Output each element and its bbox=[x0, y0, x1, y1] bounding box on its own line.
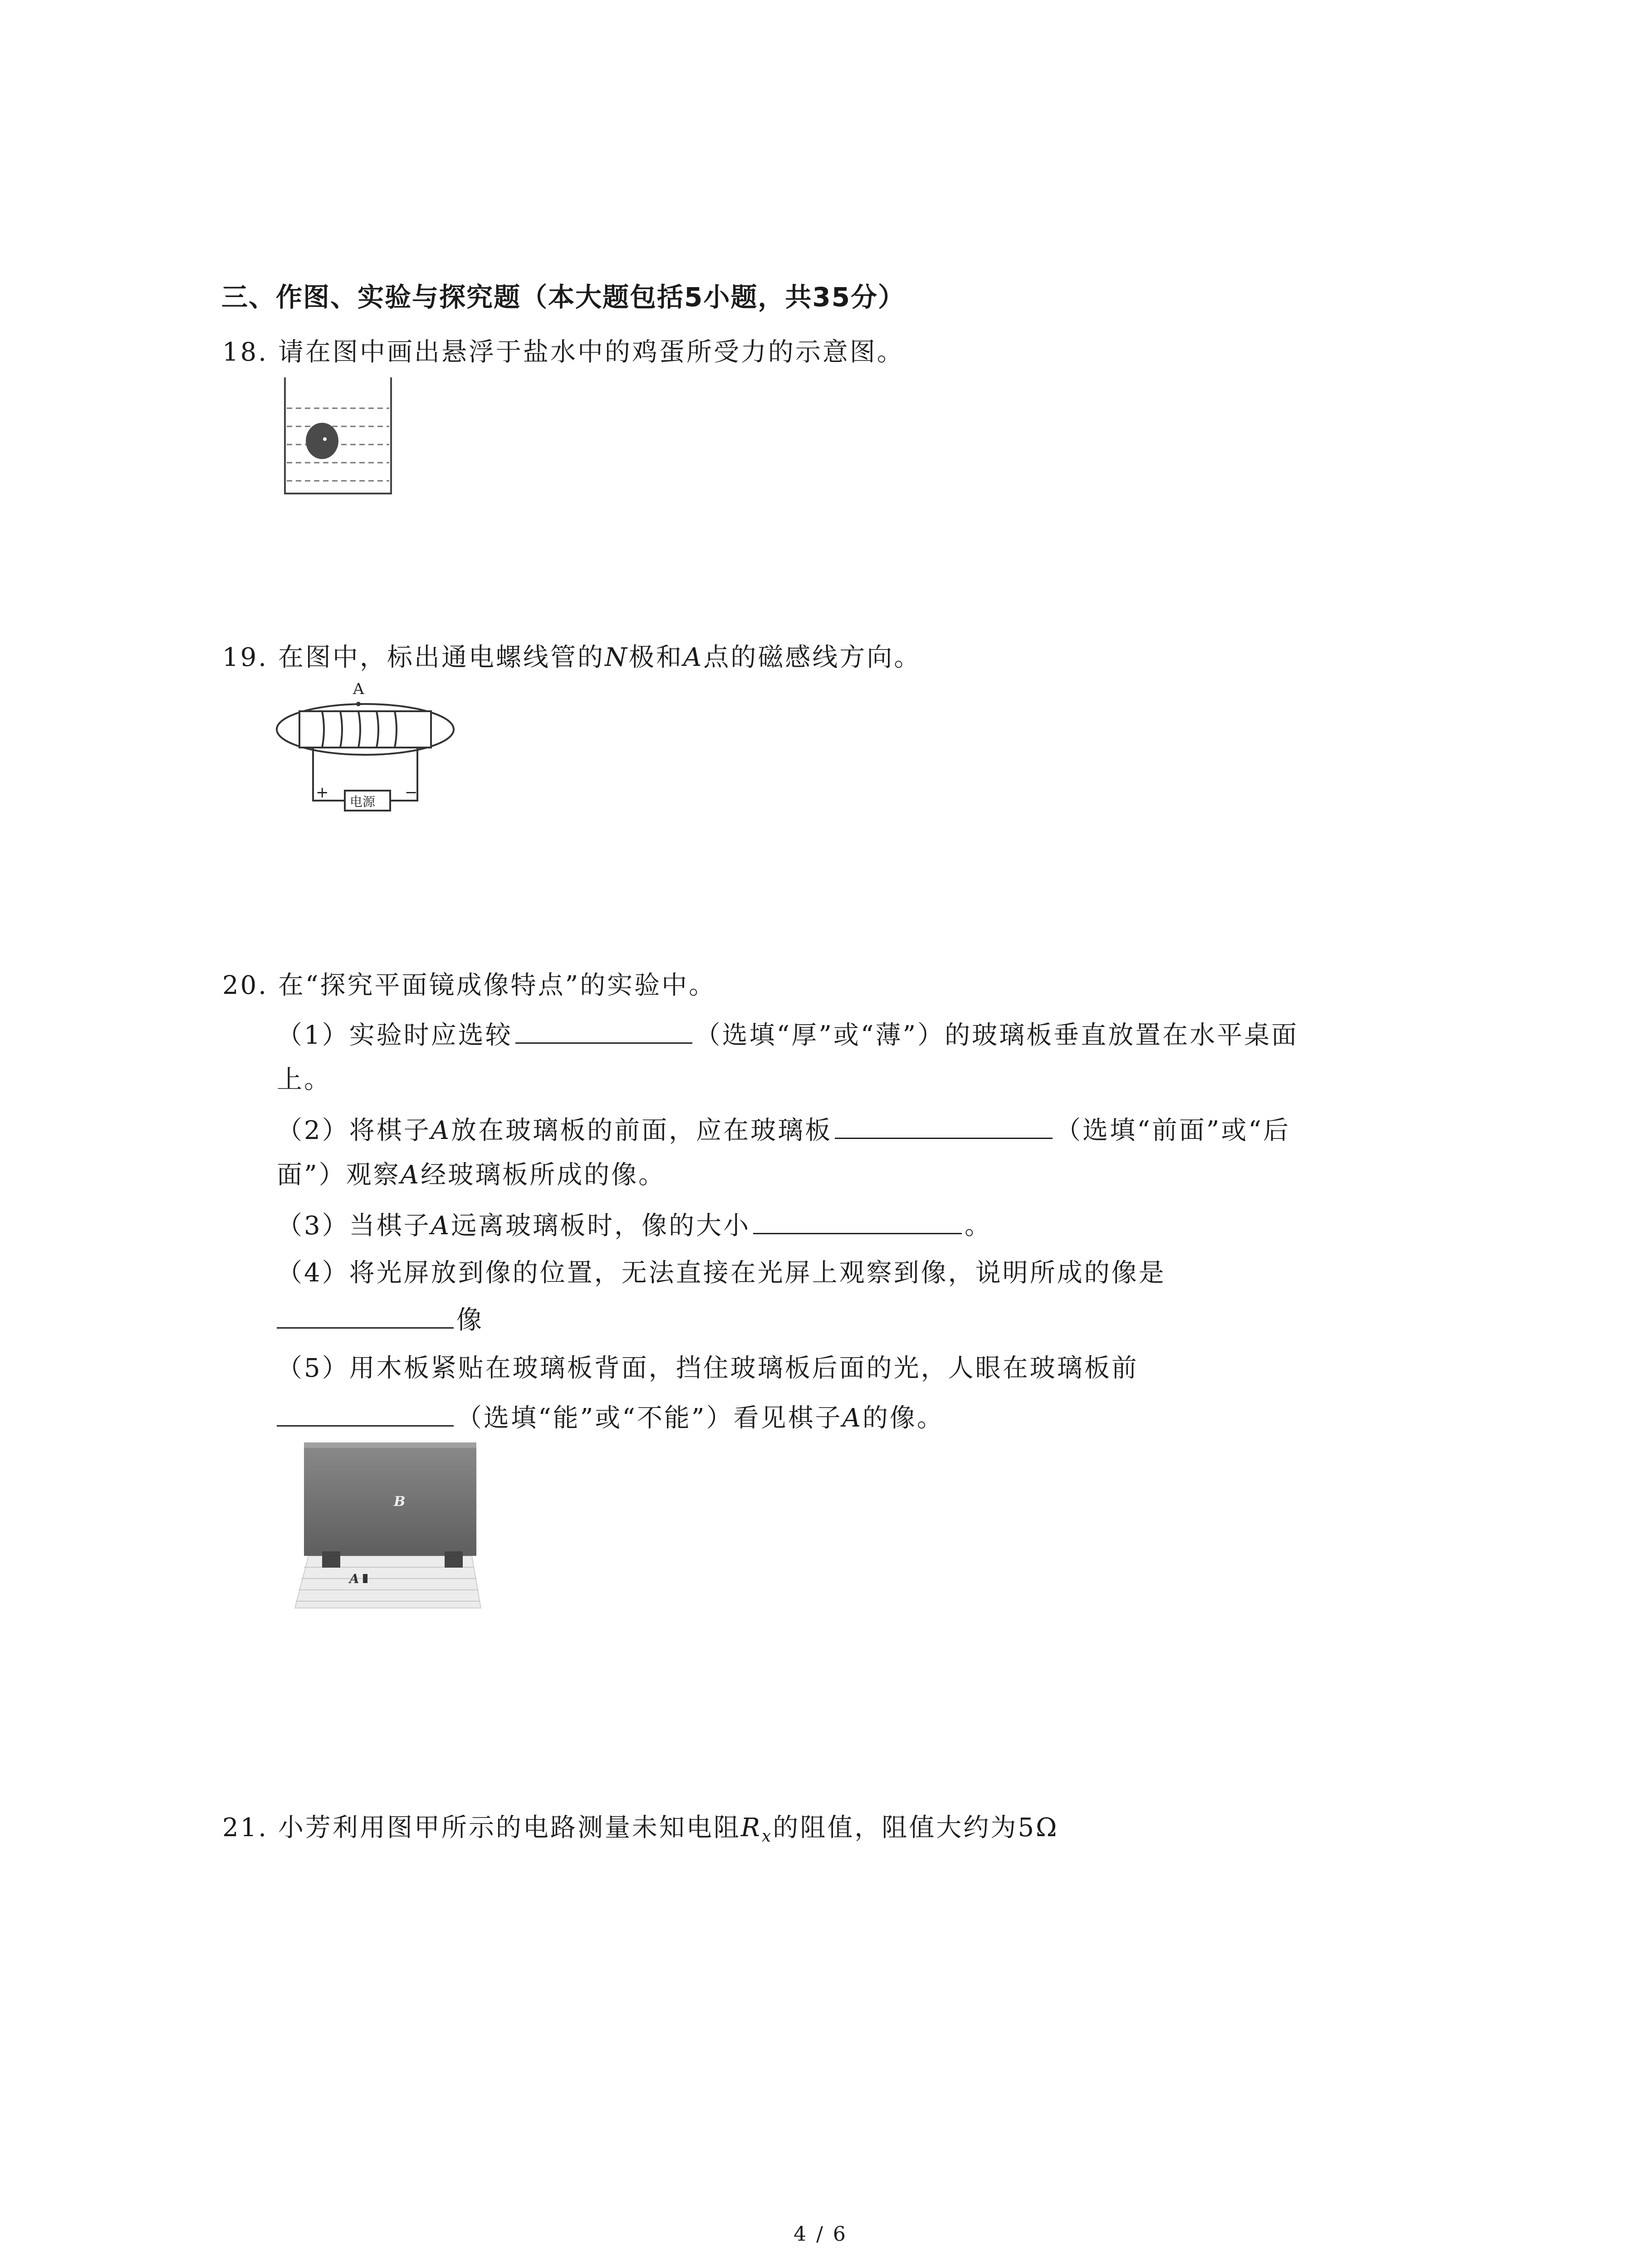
question-20-stem: 20. 在“探究平面镜成像特点”的实验中。 bbox=[222, 971, 716, 1000]
page-number: 4 / 6 bbox=[794, 2223, 847, 2246]
q20-p1-pre: （1）实验时应选较 bbox=[277, 1021, 513, 1050]
q20-part-5-cont bbox=[277, 1398, 944, 1434]
q20-p2-cont-var: A bbox=[400, 1160, 421, 1190]
q20-part-1 bbox=[277, 1015, 1298, 1051]
point-a-dot bbox=[356, 702, 361, 706]
q20-p4-cont-text: 像 bbox=[456, 1305, 484, 1335]
egg-center-dot bbox=[323, 437, 327, 441]
q20-p1-post: （选填“厚”或“薄”）的玻璃板垂直放置在水平桌面 bbox=[695, 1021, 1299, 1050]
point-a-label: A bbox=[353, 680, 364, 698]
glass-plate bbox=[304, 1442, 476, 1556]
q20-part-1-cont: 上。 bbox=[277, 1065, 331, 1095]
q20-p5-cont-var: A bbox=[842, 1403, 862, 1433]
q21-text-pre: 21. 小芳利用图甲所示的电路测量未知电阻 bbox=[222, 1813, 741, 1843]
q20-p2-post: （选填“前面”或“后 bbox=[1055, 1116, 1290, 1145]
section-heading: 三、作图、实验与探究题（本大题包括5小题，共35分） bbox=[221, 282, 906, 313]
q20-p2-cont-pre: 面”）观察 bbox=[277, 1160, 401, 1190]
solenoid-body bbox=[299, 711, 431, 748]
q19-var-a: A bbox=[683, 643, 704, 672]
power-source-label: 电源 bbox=[350, 794, 376, 809]
q21-var-sub: x bbox=[762, 1827, 773, 1846]
chess-piece-a bbox=[363, 1574, 367, 1583]
q20-p2-var: A bbox=[431, 1116, 451, 1145]
q20-p3-mid: 远离玻璃板时，像的大小 bbox=[451, 1211, 751, 1241]
minus-terminal: − bbox=[405, 783, 418, 802]
beaker-egg-figure bbox=[277, 376, 399, 499]
egg bbox=[306, 423, 338, 459]
plate-stand-right bbox=[445, 1551, 463, 1568]
q21-text-post: 的阻值，阻值大约为5Ω bbox=[773, 1813, 1059, 1843]
plate-stand-left bbox=[322, 1551, 340, 1568]
plus-terminal: + bbox=[316, 783, 329, 802]
q20-p4-blank[interactable] bbox=[277, 1327, 454, 1329]
q20-p3-post: 。 bbox=[965, 1211, 992, 1241]
q20-p3-blank[interactable] bbox=[753, 1232, 962, 1234]
q20-p2-pre: （2）将棋子 bbox=[277, 1116, 431, 1145]
piece-a-label: A bbox=[349, 1571, 359, 1586]
q19-var-n: N bbox=[604, 643, 629, 672]
question-21 bbox=[222, 1808, 1058, 1846]
q20-part-5: （5）用木板紧贴在玻璃板背面，挡住玻璃板后面的光，人眼在玻璃板前 bbox=[277, 1354, 1139, 1383]
q19-text-post: 点的磁感线方向。 bbox=[703, 643, 921, 672]
q20-p3-pre: （3）当棋子 bbox=[277, 1211, 431, 1241]
q19-text-mid: 极和 bbox=[628, 643, 683, 672]
piece-b-label: B bbox=[394, 1494, 406, 1510]
q20-p5-blank[interactable] bbox=[277, 1425, 454, 1427]
mirror-experiment-photo bbox=[290, 1442, 490, 1610]
q20-part-2 bbox=[277, 1110, 1290, 1147]
q20-part-4-cont bbox=[277, 1300, 484, 1336]
q20-part-2-cont bbox=[277, 1155, 666, 1191]
q19-text-pre: 19. 在图中，标出通电螺线管的 bbox=[222, 643, 605, 672]
q20-p2-mid: 放在玻璃板的前面，应在玻璃板 bbox=[451, 1116, 833, 1145]
q20-p2-blank[interactable] bbox=[835, 1137, 1053, 1139]
q20-part-4: （4）将光屏放到像的位置，无法直接在光屏上观察到像，说明所成的像是 bbox=[277, 1258, 1166, 1288]
question-19 bbox=[222, 637, 921, 674]
q20-p2-cont-post: 经玻璃板所成的像。 bbox=[421, 1160, 666, 1190]
q20-p3-var: A bbox=[431, 1211, 451, 1241]
beaker-outline bbox=[285, 377, 391, 494]
solenoid-figure bbox=[272, 676, 463, 826]
q21-var-r: R bbox=[740, 1813, 762, 1843]
q20-p1-blank[interactable] bbox=[515, 1042, 692, 1044]
q20-part-3 bbox=[277, 1206, 992, 1242]
q20-p5-cont-post: 的像。 bbox=[862, 1403, 944, 1433]
q20-p5-cont-pre: （选填“能”或“不能”）看见棋子 bbox=[456, 1403, 843, 1433]
question-18: 18. 请在图中画出悬浮于盐水中的鸡蛋所受力的示意图。 bbox=[222, 337, 904, 367]
